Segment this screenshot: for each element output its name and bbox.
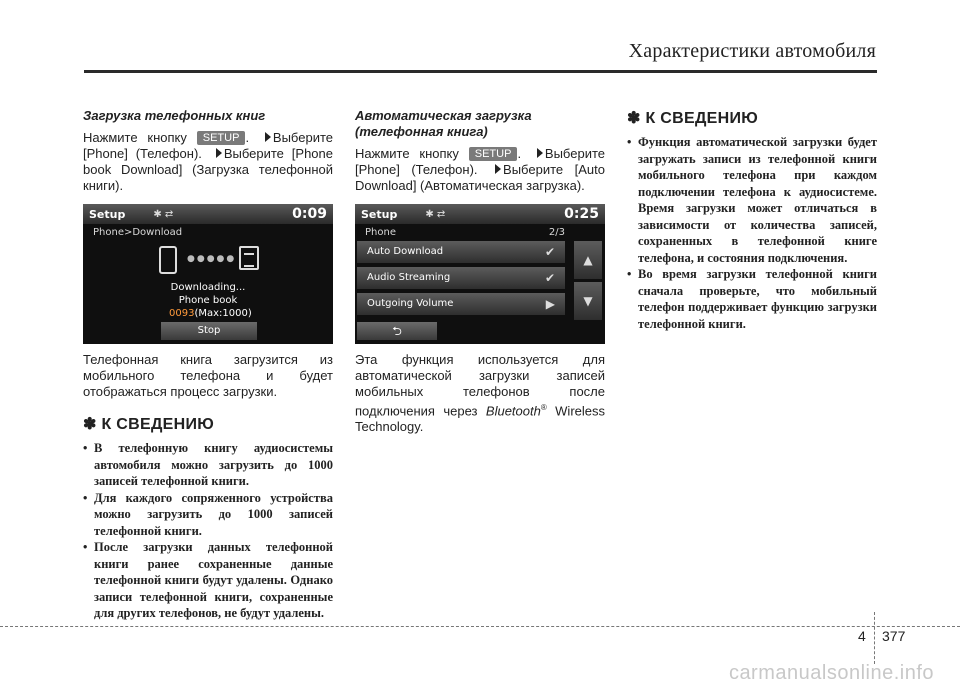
section-heading-phonebook-download: Загрузка телефонных книг [83, 108, 266, 123]
column-3 [627, 108, 877, 332]
bluetooth-usb-icon: ✱ ⇄ [153, 208, 174, 220]
section-number: 4 [858, 628, 866, 644]
notice-item: • В телефонную книгу аудиосистемы автомобиля можно загрузить до 1000 записей телефонной книги. [83, 440, 333, 490]
column-1 [83, 108, 333, 622]
triangle-right-icon [537, 148, 543, 158]
notice-item: • После загрузки данных телефонной книги ранее сохраненные данные телефонной книги будут удалены. Однако записи телефонной книги, сохраненные для других телефонов, не будут удалены. [83, 539, 333, 622]
max-value: (Max:1000) [194, 308, 252, 319]
screen-breadcrumb [355, 224, 605, 241]
notice-list [83, 440, 333, 622]
download-count [169, 308, 252, 319]
registered-mark: ® [540, 403, 547, 412]
watermark: carmanualsonline.info [728, 662, 934, 684]
setup-key-chip: SETUP [197, 131, 246, 145]
back-button[interactable]: ⮌ [357, 322, 437, 340]
menu-item-label: Auto Download [367, 246, 444, 257]
screen-title: Setup [361, 207, 398, 221]
phonebook-text: Phone book [178, 295, 238, 306]
notice-list [627, 134, 877, 332]
downloading-text: Downloading... [170, 282, 246, 293]
instr-text: Выберите [Phone book Download] (Загрузка телефонной книги). [83, 146, 333, 193]
instructions-paragraph [83, 130, 333, 194]
bluetooth-usb-icon: ✱ ⇄ [425, 208, 446, 220]
column-2 [355, 108, 605, 435]
phone-settings-screen [355, 204, 605, 344]
notice-heading: ✽ К СВЕДЕНИЮ [83, 416, 215, 433]
menu-item-label: Outgoing Volume [367, 298, 454, 309]
phonebook-doc-icon [239, 246, 259, 270]
progress-dots: ●●●●● [187, 254, 237, 264]
page-indicator: 2/3 [548, 227, 565, 238]
instr-text: Выберите [Phone] (Телефон). [355, 146, 605, 177]
screen-clock: 0:25 [564, 206, 599, 222]
notice-item: • Функция автоматической загрузки будет загружать записи из телефонной книги мобильного телефона при каждом подключении телефона к аудиосистеме. Время загрузки может отличаться в зависимости от количества записей, сохраненных в телефонной книге телефона, и состояния подключения. [627, 134, 877, 266]
scroll-up-button[interactable]: ▲ [574, 241, 602, 279]
setup-key-chip: SETUP [469, 147, 518, 161]
screen-title: Setup [89, 207, 126, 221]
bluetooth-text: Bluetooth [485, 403, 541, 419]
screen-topbar [355, 204, 605, 224]
instr-text: Выберите [Auto Download] (Автоматическая загрузка). [355, 162, 605, 193]
arrow-right-icon: ▶ [545, 297, 555, 311]
notice-heading: ✽ К СВЕДЕНИЮ [627, 110, 759, 127]
page-number: 377 [882, 628, 906, 644]
menu-item-auto-download[interactable] [357, 241, 565, 263]
para-text: Wireless Technology. [355, 403, 605, 435]
page-number-divider [874, 612, 875, 664]
checkmark-icon: ✔ [544, 271, 555, 285]
header-rule [84, 70, 877, 73]
breadcrumb-text: Phone [365, 227, 396, 238]
page-header-title: Характеристики автомобиля [628, 40, 876, 62]
download-screen [83, 204, 333, 344]
screen-breadcrumb: Phone>Download [93, 227, 183, 238]
checkmark-icon: ✔ [544, 245, 555, 259]
screen-clock: 0:09 [292, 206, 327, 222]
triangle-right-icon [265, 132, 271, 142]
instr-text: . [245, 130, 259, 145]
para-text: Эта функция используется для автоматической загрузки записей мобильных телефонов после подключения через [355, 352, 605, 419]
menu-item-audio-streaming[interactable] [357, 267, 565, 289]
instructions-paragraph [355, 146, 605, 194]
instr-text: . [517, 146, 531, 161]
after-screen-paragraph [355, 352, 605, 435]
instr-text: Нажмите кнопку [355, 146, 469, 161]
footer-rule [0, 626, 960, 627]
phone-icon [159, 246, 177, 274]
scroll-down-button[interactable]: ▼ [574, 282, 602, 320]
stop-button[interactable]: Stop [161, 322, 257, 340]
triangle-right-icon [216, 148, 222, 158]
after-screen-paragraph: Телефонная книга загрузится из мобильного телефона и будет отображаться процесс загрузки. [83, 352, 333, 399]
instr-text: Нажмите кнопку [83, 130, 197, 145]
section-heading-auto-download: Автоматическая загрузка (телефонная книга) [355, 108, 532, 139]
menu-item-label: Audio Streaming [367, 272, 451, 283]
triangle-right-icon [495, 164, 501, 174]
screen-topbar [83, 204, 333, 224]
notice-item: • Во время загрузки телефонной книги сначала проверьте, что мобильный телефон поддерживает функцию загрузки телефонной книги. [627, 266, 877, 332]
notice-item: • Для каждого сопряженного устройства можно загрузить до 1000 записей телефонной книги. [83, 490, 333, 540]
menu-item-outgoing-volume[interactable] [357, 293, 565, 315]
count-value: 0093 [169, 308, 195, 319]
instr-text: Выберите [Phone] (Телефон). [83, 130, 333, 161]
